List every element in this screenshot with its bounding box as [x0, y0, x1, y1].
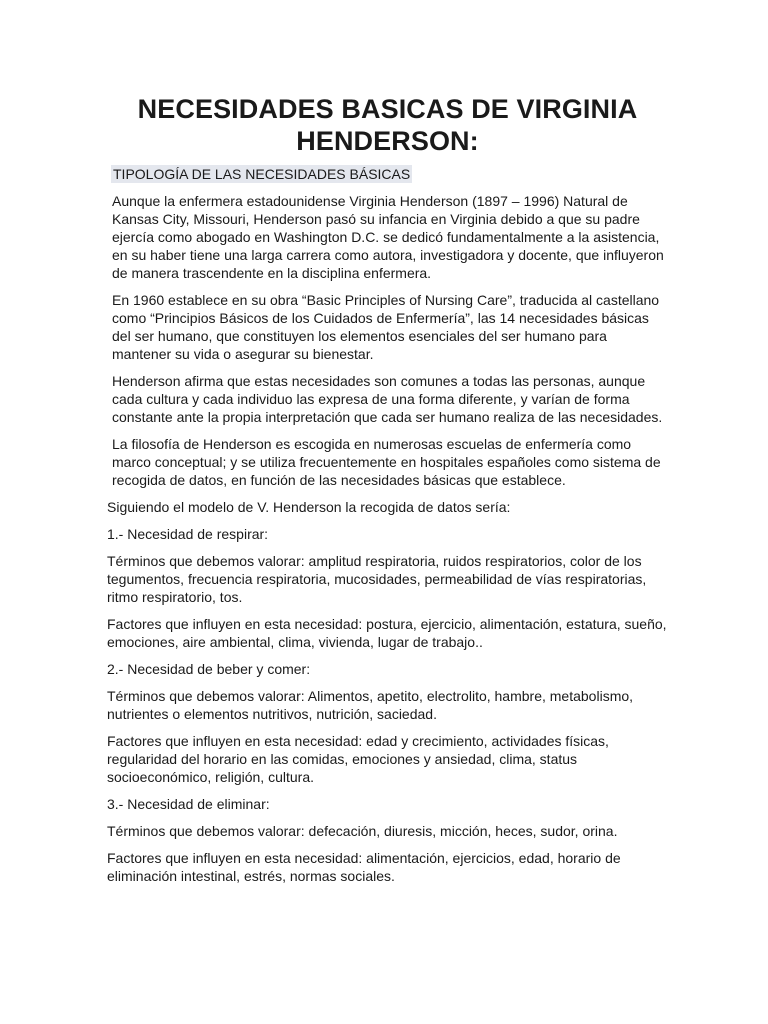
- breathe-factors: Factores que influyen en esta necesidad: postura, ejercicio, alimentación, estatura, sueño, emociones, aire ambiental, clima, vivienda, lugar de trabajo..: [107, 616, 667, 650]
- eat-drink-terms: Términos que debemos valorar: Alimentos, apetito, electrolito, hambre, metabolismo, nutrientes o elementos nutritivos, nutrición, saciedad.: [107, 688, 634, 722]
- eat-drink-factors: Factores que influyen en esta necesidad: edad y crecimiento, actividades físicas, regularidad del horario en las comidas, emociones y ansiedad, clima, status socioeconómico, religión, cultura.: [107, 733, 609, 785]
- section-subtitle: TIPOLOGÍA DE LAS NECESIDADES BÁSICAS: [113, 166, 411, 182]
- intro-paragraph-3: Henderson afirma que estas necesidades son comunes a todas las personas, aunque cada cultura y cada individuo las expresa de una forma diferente, y varían de forma constante ante la propia interpretación que cada ser humano realiza de las necesidades.: [112, 373, 663, 425]
- intro-section: [112, 192, 668, 489]
- needs-section: [107, 498, 668, 885]
- subtitle-container: [111, 165, 668, 184]
- data-collection-intro: Siguiendo el modelo de V. Henderson la recogida de datos sería:: [107, 499, 511, 515]
- intro-paragraph-2: En 1960 establece en su obra “Basic Principles of Nursing Care”, traducida al castellano como “Principios Básicos de los Cuidados de Enfermería”, las 14 necesidades básicas del ser humano, que constituyen los elementos esenciales del ser humano para mantener su vida o asegurar su bienestar.: [112, 292, 660, 362]
- need-heading-eat-drink: 2.- Necesidad de beber y comer:: [107, 661, 311, 677]
- intro-paragraph-1: Aunque la enfermera estadounidense Virginia Henderson (1897 – 1996) Natural de Kansas City, Missouri, Henderson pasó su infancia en Virginia debido a que su padre ejercía como abogado en Washington D.C. se dedicó fundamentalmente a la asistencia, en su haber tiene una larga carrera como autora, investigadora y docente, que influyeron de manera trascendente en la disciplina enfermera.: [112, 193, 664, 281]
- eliminate-factors: Factores que influyen en esta necesidad: alimentación, ejercicios, edad, horario de eliminación intestinal, estrés, normas sociales.: [107, 850, 621, 884]
- need-heading-breathe: 1.- Necesidad de respirar:: [107, 526, 269, 542]
- eliminate-terms: Términos que debemos valorar: defecación, diuresis, micción, heces, sudor, orina.: [107, 823, 618, 839]
- document-title: NECESIDADES BASICAS DE VIRGINIA HENDERSON:: [137, 94, 638, 156]
- need-heading-eliminate: 3.- Necesidad de eliminar:: [107, 796, 270, 812]
- intro-paragraph-4: La filosofía de Henderson es escogida en numerosas escuelas de enfermería como marco conceptual; y se utiliza frecuentemente en hospitales españoles como sistema de recogida de datos, en función de las necesidades básicas que establece.: [112, 436, 661, 488]
- breathe-terms: Términos que debemos valorar: amplitud respiratoria, ruidos respiratorios, color de los tegumentos, frecuencia respiratoria, mucosidades, permeabilidad de vías respiratorias, ritmo respiratorio, tos.: [107, 553, 647, 605]
